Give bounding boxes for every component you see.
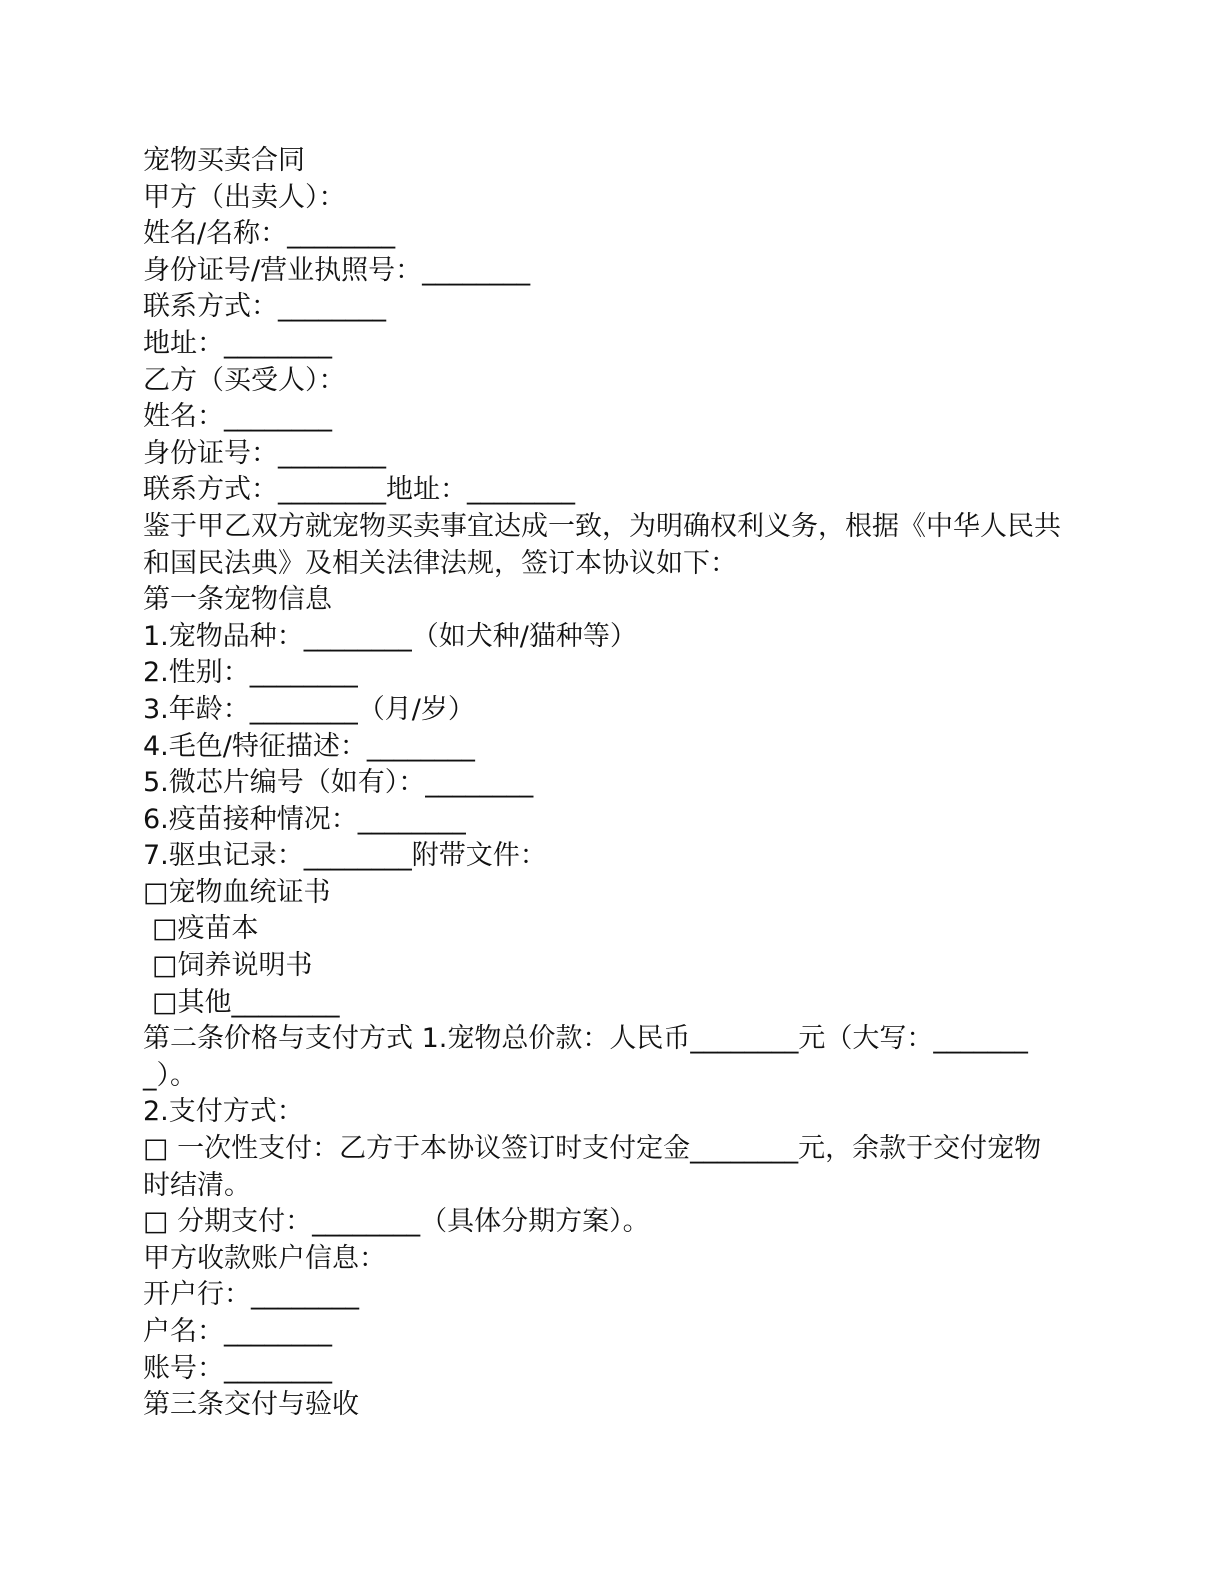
party-a-name: 姓名/名称：________ [143, 218, 396, 250]
party-a-address: 地址：________ [143, 327, 332, 359]
pet-info-item: 3.年龄：________（月/岁） [143, 693, 475, 725]
pet-info-item: 5.微芯片编号（如有）：________ [143, 767, 534, 799]
party-a-contact: 联系方式：________ [143, 291, 386, 323]
account-heading: 甲方收款账户信息： [143, 1242, 386, 1274]
article2-heading-price: 第二条价格与支付方式 1.宠物总价款：人民币________元（大写：________）。 [143, 1023, 1028, 1091]
attachment-checkbox-item: □其他________ [152, 986, 340, 1018]
party-b-id: 身份证号：________ [143, 437, 386, 469]
account-bank: 开户行：________ [143, 1279, 359, 1311]
party-a-id: 身份证号/营业执照号：________ [143, 254, 531, 286]
pet-info-item: 2.性别：________ [143, 657, 358, 689]
account-number: 账号：________ [143, 1352, 332, 1384]
pet-info-item: 1.宠物品种：________（如犬种/猫种等） [143, 620, 637, 652]
attachment-checkbox-item: □疫苗本 [152, 913, 259, 945]
payment-option-installment: □ 分期支付：________（具体分期方案）。 [143, 1206, 650, 1238]
party-b-name: 姓名：________ [143, 401, 332, 433]
attachment-checkbox-item: □宠物血统证书 [143, 876, 331, 908]
attachment-checkbox-item: □饲养说明书 [152, 950, 313, 982]
party-b-heading: 乙方（买受人）： [143, 364, 346, 396]
account-name: 户名：________ [143, 1316, 332, 1347]
pet-info-item: 7.驱虫记录：________附带文件： [143, 840, 547, 872]
payment-option-full: □ 一次性支付：乙方于本协议签订时支付定金________元，余款于交付宠物时结清。 [143, 1133, 1042, 1201]
document-title: 宠物买卖合同 [143, 145, 305, 176]
party-b-contact-address: 联系方式：________地址：________ [143, 474, 575, 506]
preamble: 鉴于甲乙双方就宠物买卖事宜达成一致，为明确权利义务，根据《中华人民共和国民法典》及相关法律法规，签订本协议如下： [143, 510, 1061, 579]
pet-info-item: 4.毛色/特征描述：________ [143, 730, 475, 762]
contract-body [143, 143, 1063, 1424]
pet-info-item: 6.疫苗接种情况：________ [143, 803, 466, 835]
party-a-heading: 甲方（出卖人）： [143, 181, 346, 213]
payment-method-label: 2.支付方式： [143, 1096, 304, 1128]
article1-heading: 第一条宠物信息 [143, 584, 332, 616]
article3-heading: 第三条交付与验收 [143, 1389, 359, 1421]
